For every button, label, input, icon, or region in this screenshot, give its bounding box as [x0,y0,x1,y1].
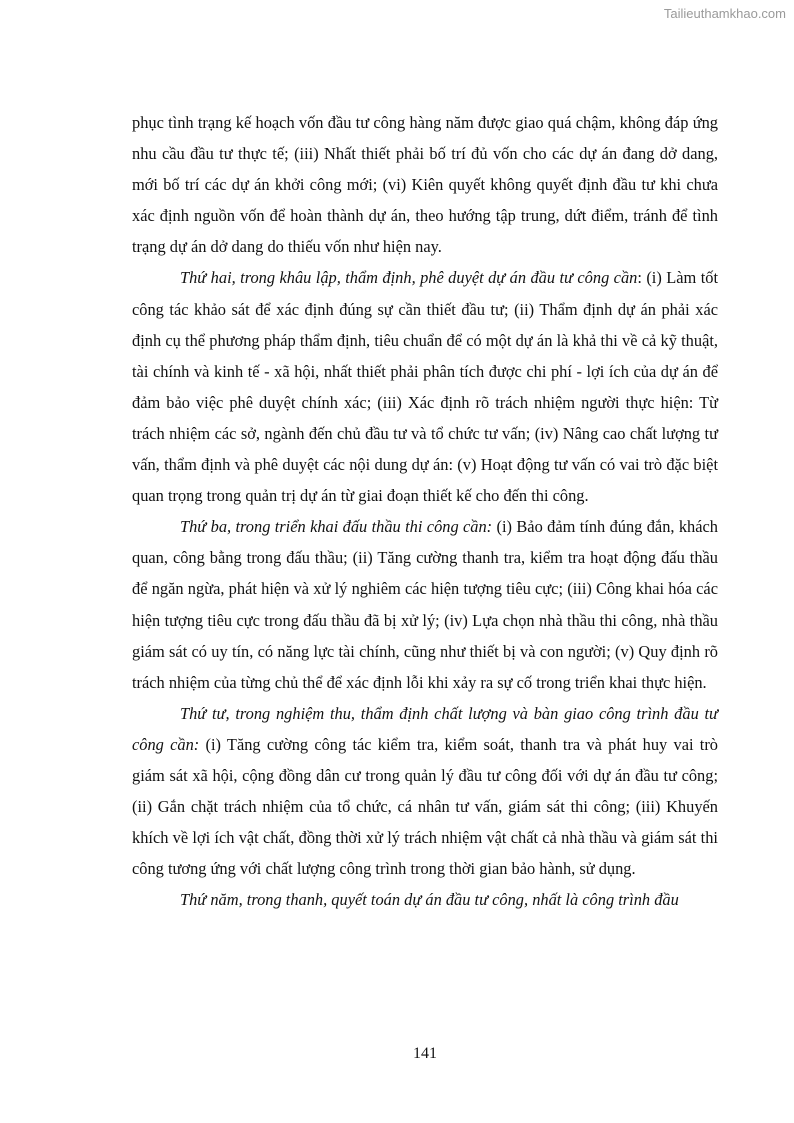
paragraph-1 [132,107,718,262]
paragraph-2 [132,262,718,511]
paragraph-3-text: (i) Bảo đảm tính đúng đắn, khách quan, công bằng trong đấu thầu; (ii) Tăng cường thanh tra, kiểm tra hoạt động đấu thầu để ngăn ngừa, phát hiện và xử lý nghiêm các hiện tượng tiêu cực; (iii) Công khai hóa các hiện tượng tiêu cực trong đấu thầu đã bị xử lý; (iv) Lựa chọn nhà thầu thi công, nhà thầu giám sát có uy tín, có năng lực tài chính, cũng như thiết bị và con người; (v) Quy định rõ trách nhiệm của từng chủ thể để xác định lỗi khi xảy ra sự cố trong triển khai thực hiện. [132,517,718,692]
paragraph-2-text: : (i) Làm tốt công tác khảo sát để xác định đúng sự cần thiết đầu tư; (ii) Thẩm định dự án phải xác định cụ thể phương pháp thẩm định, tiêu chuẩn để có một dự án là khả thi về cả kỹ thuật, tài chính và kinh tế - xã hội, nhất thiết phải phân tích được chi phí - lợi ích của dự án để đảm bảo việc phê duyệt chính xác; (iii) Xác định rõ trách nhiệm người thực hiện: Từ trách nhiệm các sở, ngành đến chủ đầu tư và tổ chức tư vấn; (iv) Nâng cao chất lượng tư vấn, thẩm định và phê duyệt các nội dung dự án: (v) Hoạt động tư vấn có vai trò đặc biệt quan trọng trong quản trị dự án từ giai đoạn thiết kế cho đến thi công. [132,268,718,506]
paragraph-4-text: (i) Tăng cường công tác kiểm tra, kiểm soát, thanh tra và phát huy vai trò giám sát xã hội, cộng đồng dân cư trong quản lý đầu tư công đối với dự án đầu tư công; (ii) Gắn chặt trách nhiệm của tổ chức, cá nhân tư vấn, giám sát thi công; (iii) Khuyến khích về lợi ích vật chất, đồng thời xử lý trách nhiệm vật chất cả nhà thầu và giám sát thi công tương ứng với chất lượng công trình trong thời gian bảo hành, sử dụng. [132,734,718,879]
paragraph-3 [132,511,718,698]
paragraph-2-lead: Thứ hai, trong khâu lập, thẩm định, phê duyệt dự án đầu tư công cần [180,268,638,288]
paragraph-5 [132,884,718,915]
paragraph-4 [132,698,718,885]
document-body [132,107,718,915]
paragraph-1-text: phục tình trạng kế hoạch vốn đầu tư công hàng năm được giao quá chậm, không đáp ứng nhu cầu đầu tư thực tế; (iii) Nhất thiết phải bố trí đủ vốn cho các dự án đang dở dang, mới bố trí các dự án khởi công mới; (vi) Kiên quyết không quyết định đầu tư khi chưa xác định nguồn vốn để hoàn thành dự án, theo hướng tập trung, dứt điểm, tránh để tình trạng dự án dở dang do thiếu vốn như hiện nay. [132,113,718,257]
watermark: Tailieuthamkhao.com [663,6,786,21]
paragraph-3-lead: Thứ ba, trong triển khai đấu thầu thi công cần: [180,517,493,537]
page-number: 141 [413,1045,437,1062]
paragraph-4-lead: Thứ tư, trong nghiệm thu, thẩm định chất lượng và bàn giao công trình đầu tư công cần: [132,703,718,754]
paragraph-5-lead: Thứ năm, trong thanh, quyết toán dự án đầu tư công, nhất là công trình đầu [180,890,679,910]
